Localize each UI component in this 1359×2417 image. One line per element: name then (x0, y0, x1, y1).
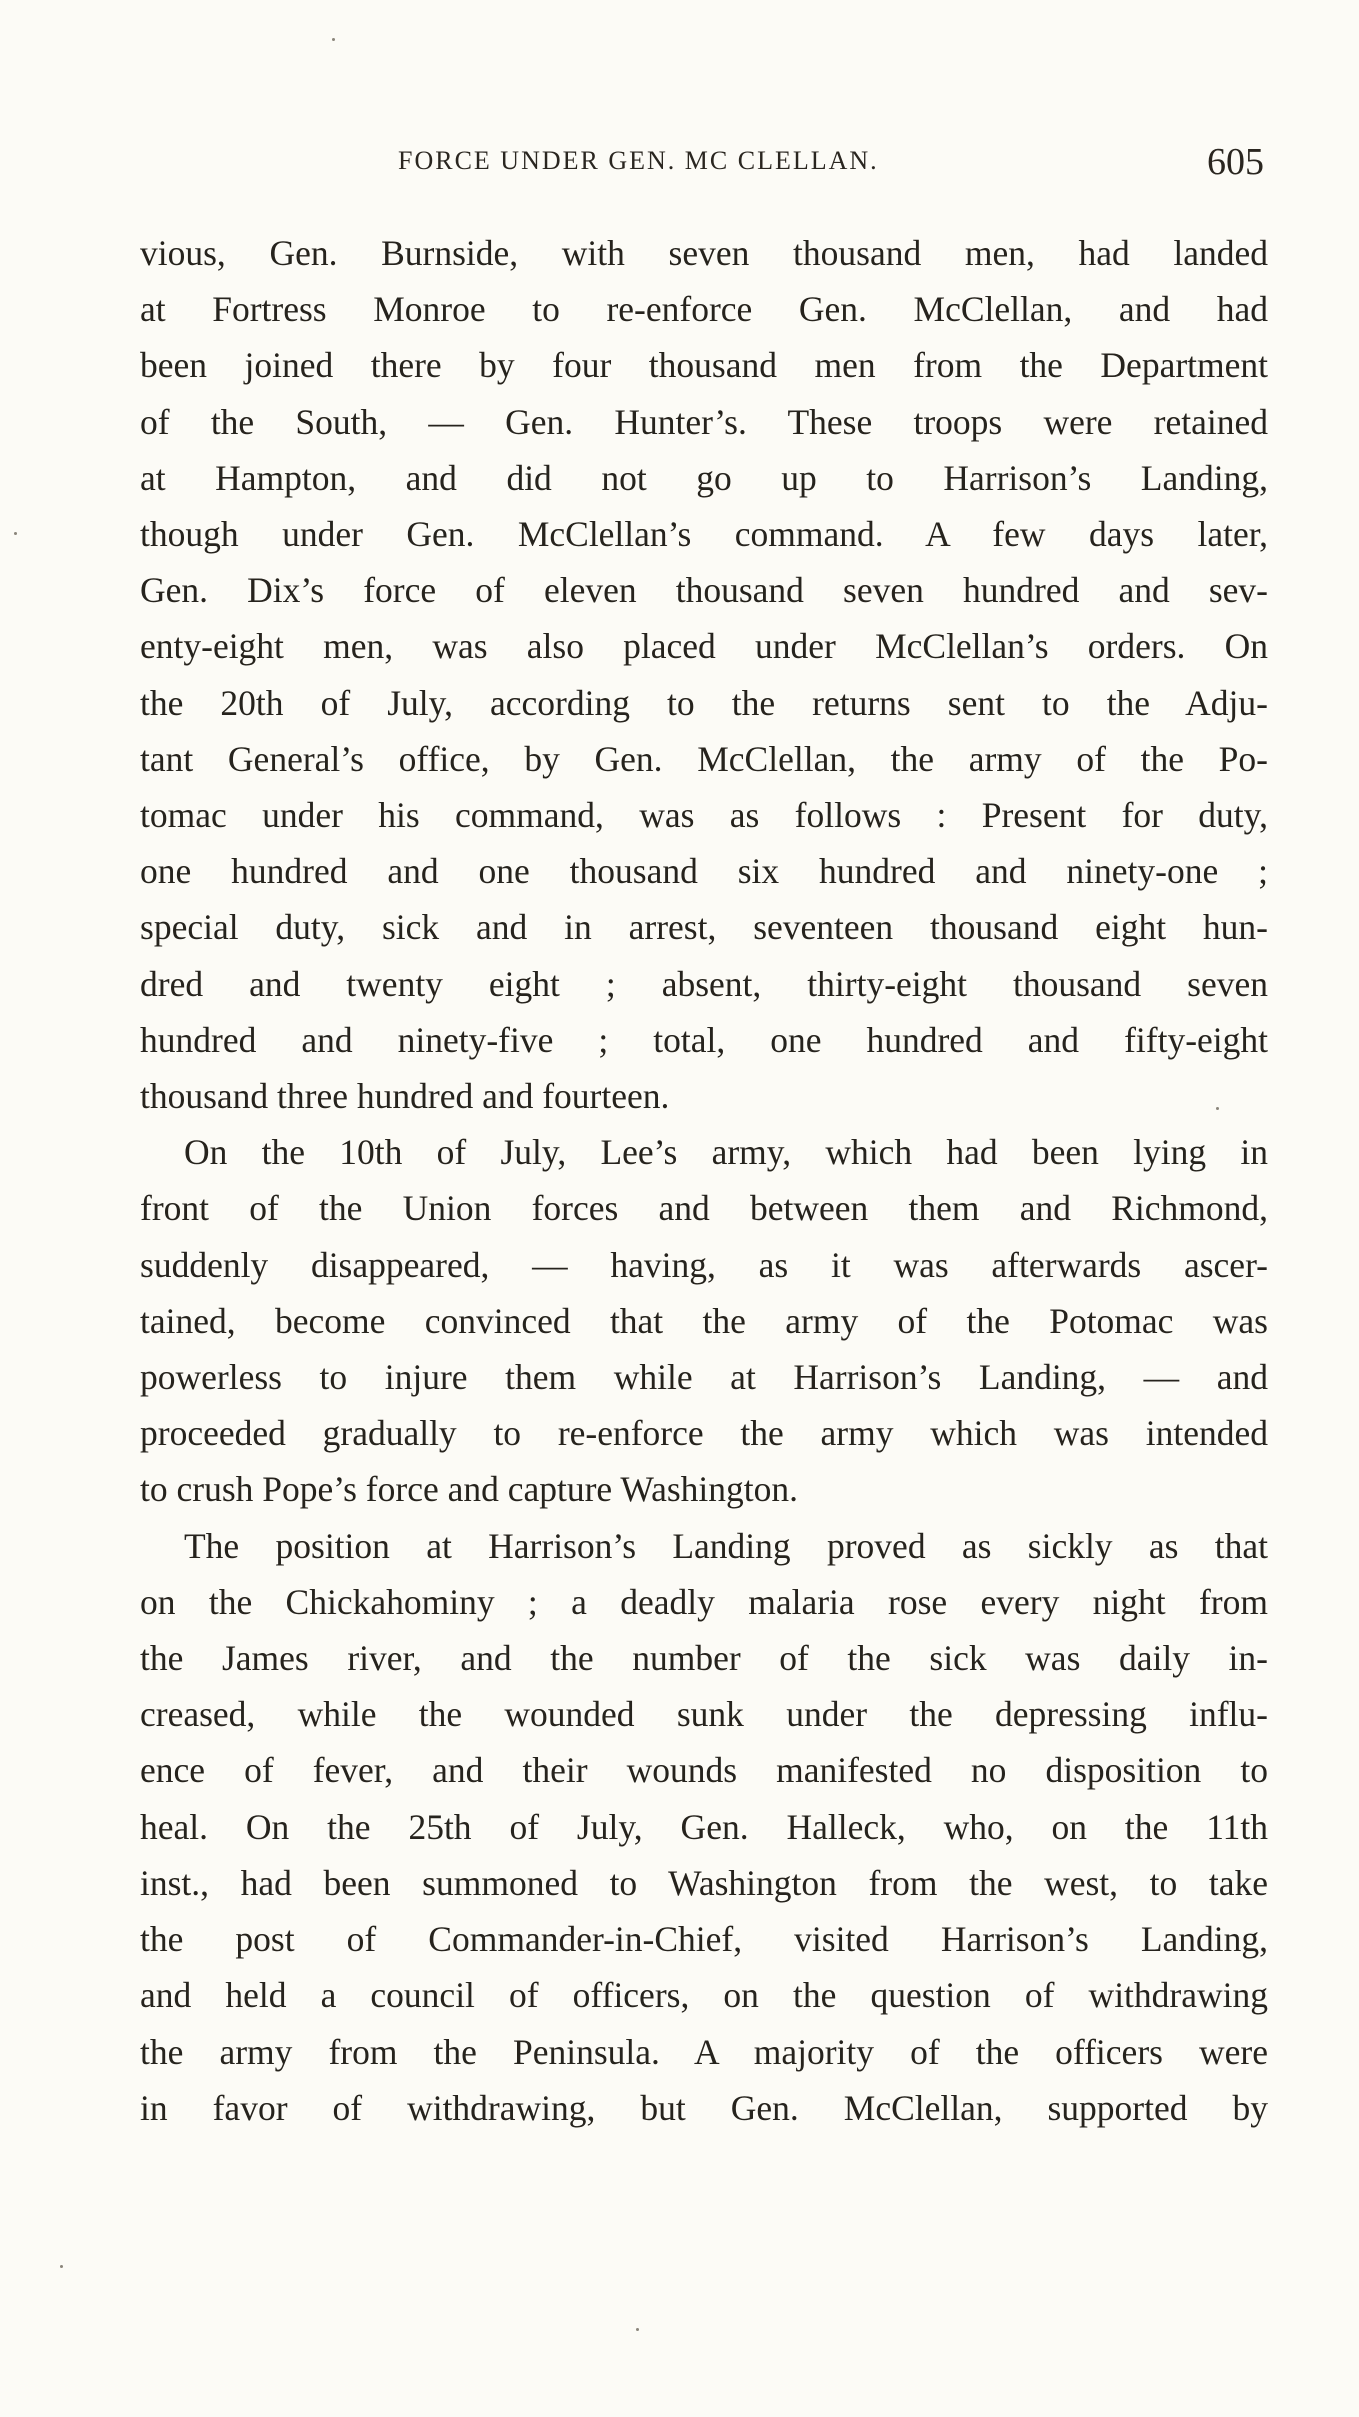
paper-speck (636, 2328, 639, 2331)
text-line: heal. On the 25th of July, Gen. Halleck, who, on the 11th (140, 1806, 1268, 1847)
paragraph-1 (140, 225, 1268, 1124)
text-line: on the Chickahominy ; a deadly malaria rose every night from (140, 1581, 1268, 1622)
text-line: at Hampton, and did not go up to Harrison’s Landing, (140, 457, 1268, 498)
text-line: one hundred and one thousand six hundred and ninety-one ; (140, 851, 1268, 892)
text-line: enty-eight men, was also placed under McClellan’s orders. On (140, 626, 1268, 667)
text-line: ence of fever, and their wounds manifested no disposition to (140, 1750, 1268, 1791)
text-line: the post of Commander-in-Chief, visited Harrison’s Landing, (140, 1919, 1268, 1960)
text-line: front of the Union forces and between them and Richmond, (140, 1188, 1268, 1229)
text-line: The position at Harrison’s Landing proved as sickly as that (184, 1525, 1268, 1566)
text-line: vious, Gen. Burnside, with seven thousand men, had landed (140, 233, 1268, 273)
text-line: the army from the Peninsula. A majority of the officers were (140, 2031, 1268, 2072)
text-line: been joined there by four thousand men from the Department (140, 345, 1268, 386)
text-line: On the 10th of July, Lee’s army, which had been lying in (184, 1132, 1268, 1173)
text-line: powerless to injure them while at Harrison’s Landing, — and (140, 1357, 1268, 1398)
text-line: proceeded gradually to re-enforce the army which was intended (140, 1413, 1268, 1454)
text-line: tained, become convinced that the army of the Potomac was (140, 1300, 1268, 1341)
paper-speck (60, 2265, 63, 2268)
text-line: of the South, — Gen. Hunter’s. These troops were retained (140, 401, 1268, 442)
text-line: the James river, and the number of the sick was daily in- (140, 1638, 1268, 1679)
text-line: Gen. Dix’s force of eleven thousand seven hundred and sev- (140, 570, 1268, 611)
text-line: hundred and ninety-five ; total, one hundred and fifty-eight (140, 1019, 1268, 1060)
text-line: at Fortress Monroe to re-enforce Gen. McClellan, and had (140, 289, 1268, 330)
body-text (140, 225, 1268, 2136)
text-line: to crush Pope’s force and capture Washington. (140, 1469, 798, 1510)
text-line: thousand three hundred and fourteen. (140, 1076, 670, 1117)
text-line: and held a council of officers, on the question of withdrawing (140, 1975, 1268, 2016)
paper-speck (1216, 1107, 1219, 1110)
text-line: tant General’s office, by Gen. McClellan, the army of the Po- (140, 738, 1268, 779)
text-line: though under Gen. McClellan’s command. A few days later, (140, 514, 1268, 555)
paper-speck (332, 38, 335, 41)
text-line: suddenly disappeared, — having, as it was afterwards ascer- (140, 1244, 1268, 1285)
paragraph-3 (140, 1518, 1268, 2136)
page-header (140, 140, 1268, 190)
page-number: 605 (1207, 141, 1264, 183)
text-line: tomac under his command, was as follows : Present for duty, (140, 795, 1268, 836)
text-line: in favor of withdrawing, but Gen. McClellan, supported by (140, 2087, 1268, 2128)
paper-speck (14, 532, 17, 535)
text-line: creased, while the wounded sunk under the depressing influ- (140, 1694, 1268, 1735)
text-line: dred and twenty eight ; absent, thirty-eight thousand seven (140, 963, 1268, 1004)
text-line: inst., had been summoned to Washington from the west, to take (140, 1862, 1268, 1903)
text-line: the 20th of July, according to the returns sent to the Adju- (140, 682, 1268, 723)
running-head: FORCE UNDER GEN. MC CLELLAN. (398, 146, 879, 175)
text-line: special duty, sick and in arrest, seventeen thousand eight hun- (140, 907, 1268, 948)
paragraph-2 (140, 1124, 1268, 1517)
